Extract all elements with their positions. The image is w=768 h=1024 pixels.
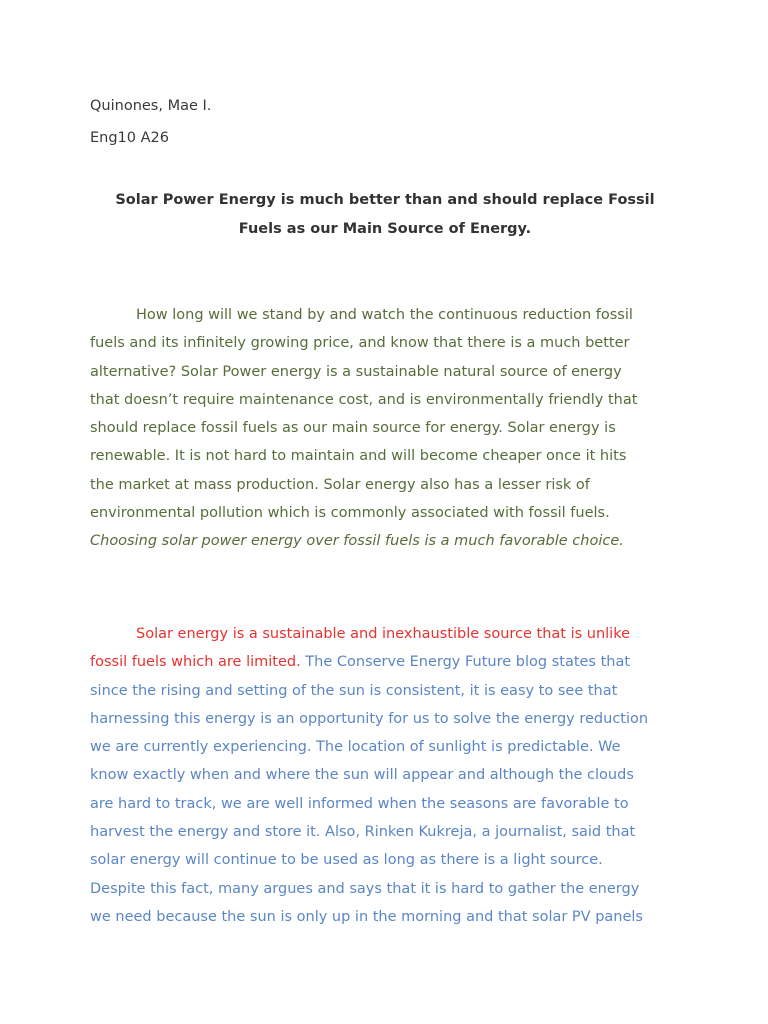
paragraph-body <box>90 620 680 931</box>
paragraph-line: know exactly when and where the sun will appear and although the clouds <box>90 767 634 784</box>
paragraph-line: How long will we stand by and watch the continuous reduction fossil <box>136 307 633 323</box>
paragraph-line: alternative? Solar Power energy is a sustainable natural source of energy <box>90 363 622 380</box>
paragraph-line: solar energy will continue to be used as long as there is a light source. <box>90 852 603 869</box>
author-name: Quinones, Mae I. <box>90 98 212 114</box>
paragraph-line: we are currently experiencing. The location of sunlight is predictable. We <box>90 739 621 756</box>
paragraph-line: environmental pollution which is commonly associated with fossil fuels. <box>90 505 610 522</box>
paragraph-line: we need because the sun is only up in the morning and that solar PV panels <box>90 908 643 925</box>
essay-title-line-2: Fuels as our Main Source of Energy. <box>238 220 532 237</box>
thesis-statement: Choosing solar power energy over fossil fuels is a much favorable choice. <box>90 533 624 550</box>
essay-title <box>90 186 680 243</box>
document-page <box>90 0 680 1024</box>
paragraph-line: harvest the energy and store it. Also, Rinken Kukreja, a journalist, said that <box>90 824 636 841</box>
paragraph-line: that doesn’t require maintenance cost, and is environmentally friendly that <box>90 391 638 408</box>
essay-title-line-1: Solar Power Energy is much better than and should replace Fossil <box>115 192 655 208</box>
paragraph-line: harnessing this energy is an opportunity for us to solve the energy reduction <box>90 710 649 727</box>
topic-sentence-line-2: fossil fuels which are limited. <box>90 654 301 671</box>
paragraph-line: renewable. It is not hard to maintain and will become cheaper once it hits <box>90 448 627 465</box>
paragraph-line-continuation: The Conserve Energy Future blog states that <box>300 654 631 671</box>
paragraph-line: should replace fossil fuels as our main source for energy. Solar energy is <box>90 420 616 437</box>
paragraph-intro <box>90 301 680 556</box>
paragraph-line: fuels and its infinitely growing price, and know that there is a much better <box>90 335 630 352</box>
topic-sentence-line-1: Solar energy is a sustainable and inexhaustible source that is unlike <box>136 626 631 642</box>
paragraph-line: Despite this fact, many argues and says that it is hard to gather the energy <box>90 880 640 897</box>
paragraph-line <box>90 648 680 676</box>
paragraph-line: the market at mass production. Solar energy also has a lesser risk of <box>90 476 590 493</box>
paragraph-line: are hard to track, we are well informed when the seasons are favorable to <box>90 795 629 812</box>
course-code: Eng10 A26 <box>90 130 169 146</box>
paragraph-line: since the rising and setting of the sun is consistent, it is easy to see that <box>90 682 618 699</box>
